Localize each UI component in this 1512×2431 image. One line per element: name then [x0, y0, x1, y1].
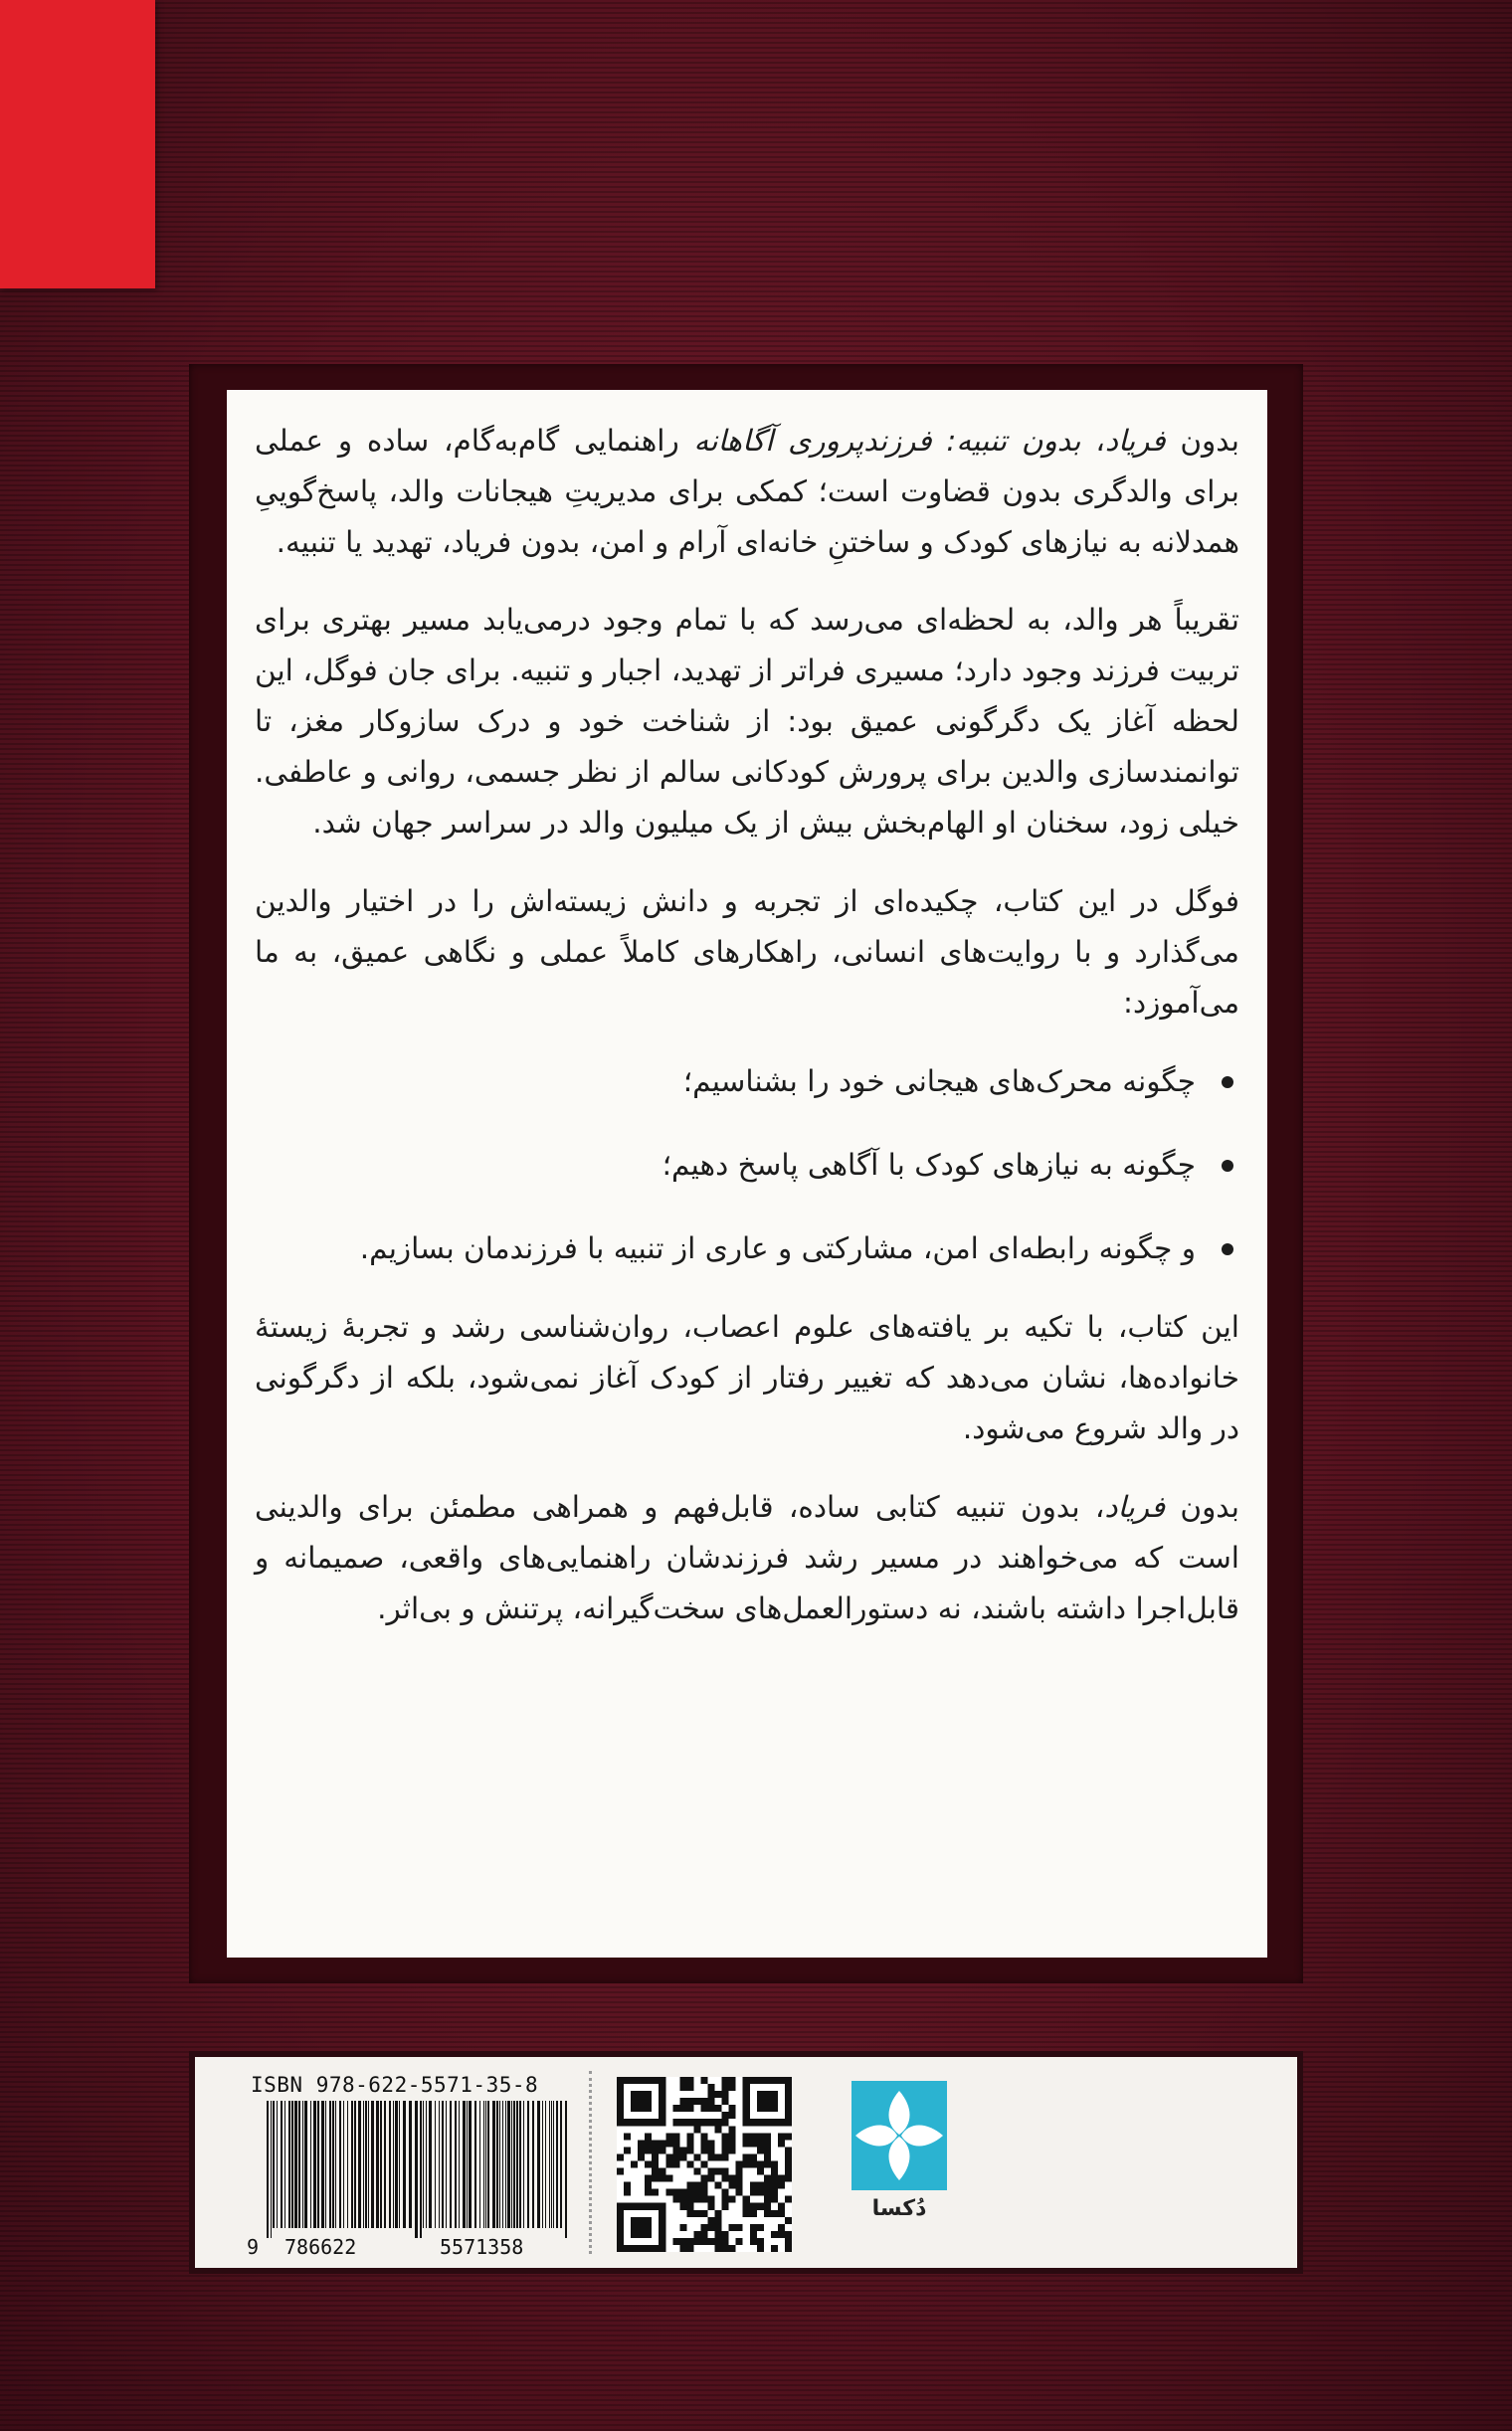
closing-text-1: بدون [1165, 1490, 1240, 1524]
list-item [255, 1056, 1239, 1107]
intro-text-2: ، [1080, 424, 1105, 458]
intro-subtitle-italic: فرزندپروری آگاهانه [693, 424, 932, 458]
back-cover-description [227, 390, 1267, 1958]
intro-paragraph [255, 416, 1239, 568]
bullet-icon [1222, 1076, 1233, 1088]
barcode-bars [267, 2101, 567, 2238]
list-item-text: چگونه به نیازهای کودک با آگاهی پاسخ دهیم؛ [662, 1148, 1196, 1182]
strip-divider [589, 2071, 592, 2254]
isbn-label: ISBN 978-622-5571-35-8 [251, 2073, 539, 2097]
barcode-digits-right: 5571358 [440, 2235, 524, 2259]
bullet-icon [1222, 1160, 1233, 1172]
barcode-digit-first: 9 [247, 2235, 260, 2259]
author-paragraph: تقریباً هر والد، به لحظه‌ای می‌رسد که با تمام وجود درمی‌یابد مسیر بهتری برای تربیت فرزند وجود دارد؛ مسیری فراتر از تهدید، اجبار و تنبیه. برای جان فوگل، این لحظه آغاز یک دگرگونی عمیق بود: از شناخت خود و درک سازوکار مغز، تا توانمندسازی والدین برای پرورش کودکانی سالم از نظر جسمی، روانی و عاطفی. خیلی زود، سخنان او الهام‌بخش بیش از یک میلیون والد در سراسر جهان شد. [255, 603, 1239, 840]
book-summary-paragraph: فوگل در این کتاب، چکیده‌ای از تجربه و دانش زیسته‌اش را در اختیار والدین می‌گذارد و با روایت‌های انسانی، راهکارهای کاملاً عملی و نگاهی عمیق، به ما می‌آموزد: [255, 884, 1239, 1020]
publisher-logo [846, 2071, 953, 2254]
intro-title-italic-2: بدون تنبیه: [946, 424, 1081, 458]
key-points-list [255, 1056, 1239, 1274]
list-item-text: چگونه محرک‌های هیجانی خود را بشناسیم؛ [682, 1064, 1196, 1098]
science-paragraph: این کتاب، با تکیه بر یافته‌های علوم اعصاب، روان‌شناسی رشد و تجربهٔ زیستهٔ خانواده‌ها، نشان می‌دهد که تغییر رفتار از کودک آغاز نمی‌شود، بلکه از دگرگونی در والد شروع می‌شود. [255, 1310, 1239, 1445]
list-item [255, 1223, 1239, 1274]
publisher-info-strip [189, 2051, 1303, 2274]
closing-paragraph [255, 1482, 1239, 1634]
closing-text-2: ، بدون تنبیه کتابی ساده، قابل‌فهم و همراهی مطمئن برای والدینی است که می‌خواهند در مسیر رشد فرزندشان راهنمایی‌های واقعی، صمیمانه و قابل‌اجرا داشته باشند، نه دستورالعمل‌های سخت‌گیرانه، پرتنش و بی‌اثر. [255, 1490, 1239, 1625]
intro-title-italic-1: فریاد [1104, 424, 1166, 458]
intro-text-1: بدون [1165, 424, 1239, 458]
red-accent-strip [0, 0, 155, 288]
publisher-name: دُکسا [871, 2196, 927, 2221]
bullet-icon [1222, 1243, 1233, 1255]
intro-text-4: راهنمایی گام‌به‌گام، ساده و عملی برای والدگری بدون قضاوت است؛ کمکی برای مدیریتِ هیجانات والد، پاسخ‌گوییِ همدلانه به نیازهای کودک و ساختنِ خانه‌ای آرام و امن، بدون فریاد، تهدید یا تنبیه. [255, 424, 1239, 559]
intro-text-3 [932, 424, 947, 458]
list-item [255, 1140, 1239, 1191]
list-item-text: و چگونه رابطه‌ای امن، مشارکتی و عاری از تنبیه با فرزندمان بسازیم. [359, 1231, 1196, 1265]
barcode [245, 2101, 579, 2260]
closing-title-italic: فریاد [1104, 1490, 1166, 1524]
qr-code [617, 2077, 792, 2252]
dexa-logo-icon [851, 2081, 947, 2190]
barcode-digits-left: 786622 [284, 2235, 357, 2259]
